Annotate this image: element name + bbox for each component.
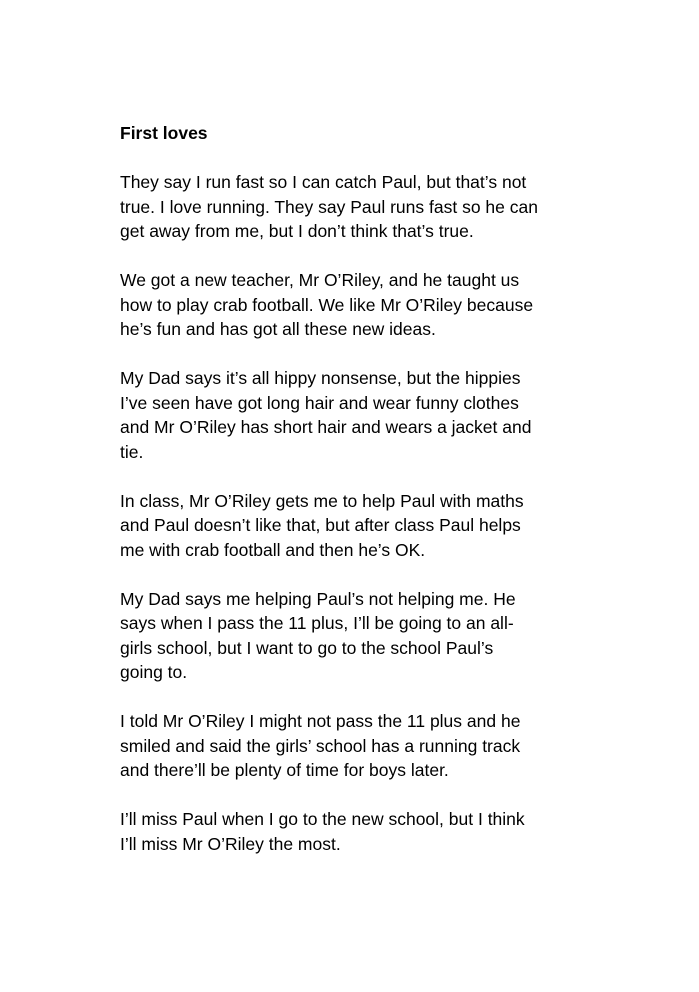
paragraph-line: I’ve seen have got long hair and wear funny clothes — [120, 392, 519, 413]
paragraph-line: My Dad says it’s all hippy nonsense, but the hippies — [120, 368, 521, 388]
paragraph-line: smiled and said the girls’ school has a running track — [120, 735, 521, 756]
paragraph — [120, 709, 580, 783]
paragraph-line: and Mr O’Riley has short hair and wears a jacket and — [120, 417, 532, 437]
paragraph-line: I’ll miss Paul when I go to the new school, but I think — [120, 809, 525, 829]
paragraph — [120, 366, 580, 464]
paragraph-line: going to. — [120, 662, 188, 682]
paragraph — [120, 170, 580, 244]
document-page — [120, 121, 580, 881]
paragraph-line: They say I run fast so I can catch Paul, but that’s not — [120, 172, 527, 192]
paragraph-line: true. I love running. They say Paul runs fast so he can — [120, 196, 538, 217]
paragraph-line: My Dad says me helping Paul’s not helping me. He — [120, 588, 516, 609]
paragraph-line: says when I pass the 11 plus, I’ll be going to an all- — [120, 613, 514, 633]
paragraph-line: and there’ll be plenty of time for boys later. — [120, 760, 449, 780]
document-title: First loves — [120, 123, 208, 143]
paragraph-line: me with crab football and then he’s OK. — [120, 539, 426, 560]
paragraph-line: he’s fun and has got all these new ideas. — [120, 319, 436, 339]
paragraph — [120, 268, 580, 342]
paragraph-line: how to play crab football. We like Mr O’Riley because — [120, 294, 534, 315]
paragraph-line: I’ll miss Mr O’Riley the most. — [120, 833, 341, 854]
paragraph-line: In class, Mr O’Riley gets me to help Paul with maths — [120, 490, 524, 511]
paragraph — [120, 489, 580, 563]
paragraph-line: get away from me, but I don’t think that’s true. — [120, 221, 474, 241]
paragraph-line: girls school, but I want to go to the school Paul’s — [120, 637, 494, 658]
paragraph — [120, 587, 580, 685]
paragraph-line: and Paul doesn’t like that, but after class Paul helps — [120, 515, 521, 535]
paragraph-line: I told Mr O’Riley I might not pass the 11 plus and he — [120, 711, 521, 731]
paragraph-line: We got a new teacher, Mr O’Riley, and he taught us — [120, 270, 520, 290]
paragraph — [120, 807, 580, 856]
paragraph-line: tie. — [120, 441, 144, 462]
